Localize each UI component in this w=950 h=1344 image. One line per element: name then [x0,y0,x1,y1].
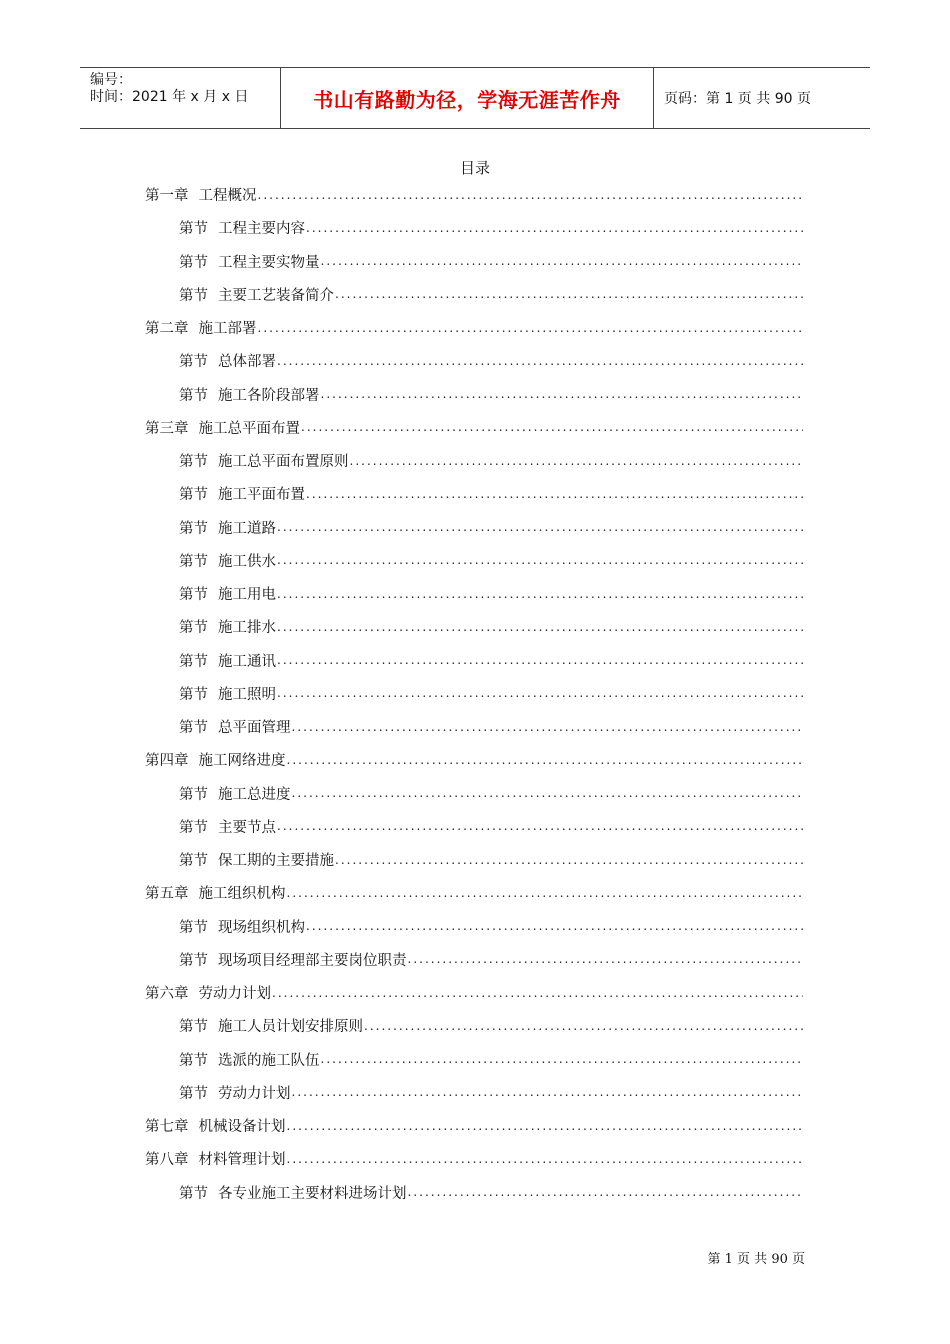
toc-entry-number: 第五章 [145,886,189,903]
toc-entry-title: 各专业施工主要材料进场计划 [218,1185,407,1202]
toc-entry-number: 第节 [179,786,208,803]
toc-section-entry[interactable] [145,544,803,577]
page-footer: 第 1 页 共 90 页 [707,1252,805,1267]
toc-section-entry[interactable] [145,378,803,411]
toc-section-entry[interactable] [145,511,803,544]
toc-entry-title: 施工总平面布置原则 [218,454,349,471]
toc-chapter-entry[interactable] [145,976,803,1009]
page-header [80,67,870,129]
toc-dot-leader [292,786,804,800]
toc-entry-title: 工程主要内容 [218,221,305,238]
toc-entry-title: 劳动力计划 [198,986,271,1003]
toc-entry-number: 第节 [179,853,208,870]
toc-section-entry[interactable] [145,477,803,510]
toc-section-entry[interactable] [145,910,803,943]
toc-chapter-entry[interactable] [145,1109,803,1142]
toc-dot-leader [321,387,804,401]
toc-chapter-entry[interactable] [145,876,803,909]
toc-dot-leader [277,653,803,667]
toc-entry-number: 第节 [179,287,208,304]
toc-chapter-entry[interactable] [145,1142,803,1175]
toc-section-entry[interactable] [145,1043,803,1076]
toc-entry-title: 施工道路 [218,520,276,537]
toc-section-entry[interactable] [145,1009,803,1042]
toc-entry-label [179,284,334,305]
toc-entry-number: 第节 [179,1085,208,1102]
toc-entry-label [179,217,305,238]
toc-dot-leader [306,487,803,501]
toc-entry-label [145,749,286,770]
toc-entry-label [145,184,257,205]
toc-entry-number: 第节 [179,620,208,637]
toc-entry-title: 工程主要实物量 [218,254,320,271]
toc-entry-number: 第节 [179,587,208,604]
document-date: 时间：2021 年 x 月 x 日 [90,89,249,105]
toc-entry-label [179,384,320,405]
toc-entry-title: 施工总平面布置 [198,420,300,437]
toc-section-entry[interactable] [145,278,803,311]
toc-entry-label [179,1182,407,1203]
toc-entry-title: 总体部署 [218,354,276,371]
toc-entry-title: 主要工艺装备简介 [218,287,334,304]
toc-section-entry[interactable] [145,777,803,810]
header-meta [80,68,281,128]
toc-entry-number: 第节 [179,387,208,404]
header-page-number: 页码：第 1 页 共 90 页 [664,91,811,107]
toc-dot-leader [350,454,804,468]
toc-section-entry[interactable] [145,677,803,710]
toc-dot-leader [277,520,803,534]
toc-entry-title: 施工组织机构 [198,886,286,903]
toc-dot-leader [408,1185,804,1199]
toc-dot-leader [258,321,804,335]
toc-section-entry[interactable] [145,710,803,743]
toc-section-entry[interactable] [145,245,803,278]
toc-section-entry[interactable] [145,843,803,876]
toc-entry-label [179,450,349,471]
toc-dot-leader [321,1052,804,1066]
toc-entry-label [179,1082,291,1103]
toc-entry-title: 施工通讯 [218,653,276,670]
header-motto-cell [281,68,654,128]
header-motto: 书山有路勤为径，学海无涯苦作舟 [313,87,621,112]
toc-section-entry[interactable] [145,444,803,477]
toc-entry-number: 第节 [179,454,208,471]
toc-entry-number: 第节 [179,487,208,504]
toc-dot-leader [277,819,803,833]
toc-entry-title: 劳动力计划 [218,1085,291,1102]
toc-dot-leader [272,986,803,1000]
toc-entry-label [179,683,276,704]
toc-entry-label [145,1115,286,1136]
toc-entry-label [179,816,276,837]
toc-entry-label [145,882,286,903]
toc-dot-leader [277,354,803,368]
toc-dot-leader [301,420,803,434]
toc-dot-leader [287,886,804,900]
toc-entry-number: 第八章 [145,1152,189,1169]
toc-entry-number: 第六章 [145,986,189,1003]
toc-title: 目录 [459,159,490,177]
toc-entry-title: 机械设备计划 [198,1119,286,1136]
toc-entry-label [179,949,407,970]
toc-entry-number: 第节 [179,254,208,271]
toc-section-entry[interactable] [145,211,803,244]
toc-dot-leader [306,221,803,235]
toc-entry-number: 第节 [179,653,208,670]
toc-entry-number: 第节 [179,553,208,570]
toc-dot-leader [287,753,804,767]
toc-entry-number: 第节 [179,686,208,703]
toc-entry-title: 施工部署 [198,321,257,338]
toc-section-entry[interactable] [145,644,803,677]
toc-entry-title: 选派的施工队伍 [218,1052,320,1069]
toc-entry-label [145,417,300,438]
toc-entry-title: 保工期的主要措施 [218,853,334,870]
toc-entry-number: 第节 [179,1019,208,1036]
toc-entry-label [179,1015,363,1036]
toc-entry-title: 施工各阶段部署 [218,387,320,404]
toc-entry-title: 施工人员计划安排原则 [218,1019,363,1036]
toc-entry-label [179,350,276,371]
toc-entry-label [179,716,291,737]
toc-chapter-entry[interactable] [145,311,803,344]
toc-dot-leader [277,620,803,634]
toc-entry-label [145,317,257,338]
toc-dot-leader [292,1085,804,1099]
header-page-info [654,68,870,128]
toc-entry-title: 现场项目经理部主要岗位职责 [218,952,407,969]
toc-entry-title: 工程概况 [198,188,257,205]
toc-section-entry[interactable] [145,943,803,976]
toc-section-entry[interactable] [145,810,803,843]
toc-entry-number: 第节 [179,819,208,836]
toc-entry-title: 施工供水 [218,553,276,570]
toc-entry-label [179,916,305,937]
toc-section-entry[interactable] [145,344,803,377]
table-of-contents [145,178,803,1209]
toc-entry-title: 总平面管理 [218,720,291,737]
toc-dot-leader [277,587,803,601]
toc-section-entry[interactable] [145,1076,803,1109]
toc-entry-label [179,650,276,671]
toc-entry-title: 施工照明 [218,686,276,703]
toc-chapter-entry[interactable] [145,743,803,776]
toc-dot-leader [408,952,804,966]
toc-entry-label [179,483,305,504]
toc-entry-number: 第四章 [145,753,189,770]
toc-entry-label [145,1148,286,1169]
toc-entry-title: 施工排水 [218,620,276,637]
toc-dot-leader [335,287,803,301]
toc-entry-label [179,1049,320,1070]
toc-dot-leader [321,254,804,268]
toc-dot-leader [287,1119,804,1133]
toc-entry-label [179,849,334,870]
toc-entry-label [179,517,276,538]
toc-entry-label [179,616,276,637]
toc-entry-title: 材料管理计划 [198,1152,286,1169]
toc-entry-title: 施工用电 [218,587,276,604]
toc-entry-number: 第节 [179,952,208,969]
toc-entry-title: 主要节点 [218,819,276,836]
toc-entry-title: 施工网络进度 [198,753,286,770]
toc-section-entry[interactable] [145,577,803,610]
toc-dot-leader [364,1019,803,1033]
toc-dot-leader [277,686,803,700]
toc-section-entry[interactable] [145,1176,803,1209]
toc-entry-label [145,982,271,1003]
toc-entry-title: 现场组织机构 [218,919,305,936]
toc-entry-number: 第一章 [145,188,189,205]
toc-dot-leader [335,853,803,867]
toc-chapter-entry[interactable] [145,411,803,444]
toc-entry-number: 第三章 [145,420,189,437]
toc-entry-number: 第二章 [145,321,189,338]
toc-entry-title: 施工平面布置 [218,487,305,504]
toc-dot-leader [292,720,804,734]
toc-entry-number: 第节 [179,221,208,238]
toc-entry-number: 第节 [179,1052,208,1069]
toc-dot-leader [306,919,803,933]
toc-dot-leader [287,1152,804,1166]
toc-section-entry[interactable] [145,610,803,643]
toc-entry-label [179,550,276,571]
toc-entry-number: 第节 [179,520,208,537]
toc-chapter-entry[interactable] [145,178,803,211]
toc-entry-number: 第节 [179,1185,208,1202]
document-number-label: 编号： [90,72,132,88]
toc-entry-number: 第节 [179,720,208,737]
toc-entry-title: 施工总进度 [218,786,291,803]
toc-entry-label [179,783,291,804]
toc-entry-label [179,583,276,604]
toc-entry-number: 第七章 [145,1119,189,1136]
toc-entry-number: 第节 [179,919,208,936]
toc-entry-label [179,251,320,272]
toc-dot-leader [277,553,803,567]
toc-dot-leader [258,188,804,202]
toc-entry-number: 第节 [179,354,208,371]
